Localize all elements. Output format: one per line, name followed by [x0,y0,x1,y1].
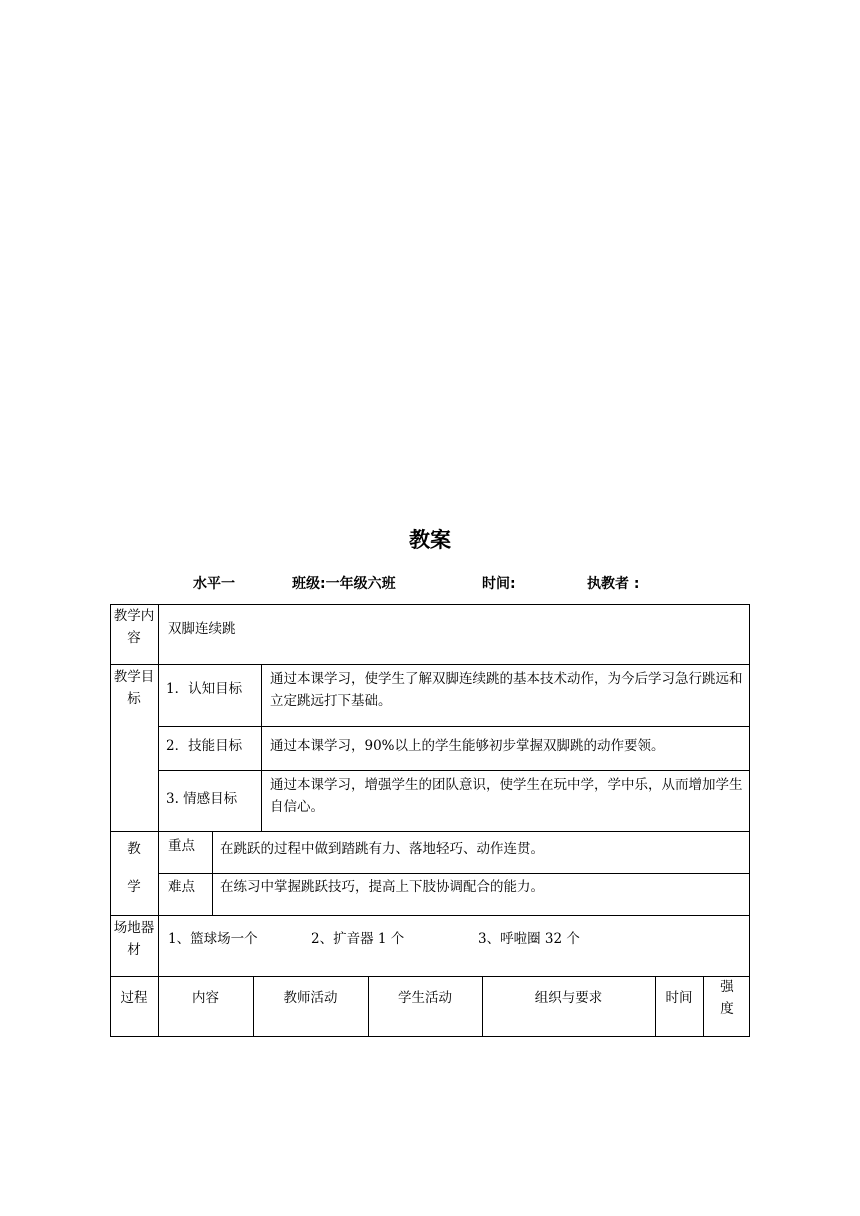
content-label: 教学内容 [113,608,155,646]
column-divider [261,664,262,831]
class-label: 班级:一年级六班 [292,576,396,592]
difficulty-text: 在练习中掌握跳跃技巧，提高上下肢协调配合的能力。 [220,879,544,895]
column-header-content: 内容 [192,990,219,1006]
row-divider [110,664,750,665]
row-divider [158,770,750,771]
content-value: 双脚连续跳 [168,621,236,637]
teacher-label: 执教者 : [587,576,640,592]
goal-text-skill: 通过本课学习，90%以上的学生能够初步掌握双脚跳的动作要领。 [270,738,665,754]
column-divider [703,976,704,1037]
row-divider [110,976,750,977]
column-header-time: 时间 [665,990,693,1006]
column-header-organization: 组织与要求 [534,990,603,1006]
goal-text-cognitive: 通过本课学习，使学生了解双脚连续跳的基本技术动作，为今后学习急行跳远和立定跳远打下基础。 [270,671,743,709]
goals-label: 教学目标 [113,669,155,707]
equipment-label: 场地器材 [113,920,155,958]
time-label: 时间: [482,576,516,592]
key-point-label: 重点 [168,838,195,854]
row-divider [110,915,750,916]
row-divider [158,873,750,874]
row-divider [158,726,750,727]
equipment-item-court: 1、篮球场一个 [168,931,258,947]
goal-name-skill: 2．技能目标 [166,738,243,754]
equipment-item-hoops: 3、呼啦圈 32 个 [478,931,580,947]
level-label: 水平一 [193,576,235,592]
goal-name-emotion: 3. 情感目标 [166,791,238,807]
equipment-item-speaker: 2、扩音器 1 个 [311,931,405,947]
focus-label-bottom: 学 [127,879,141,895]
goal-text-emotion: 通过本课学习，增强学生的团队意识，使学生在玩中学，学中乐，从而增加学生自信心。 [270,777,743,815]
column-header-teacher-activity: 教师活动 [283,990,338,1006]
column-header-process: 过程 [120,990,148,1006]
column-header-intensity: 强度 [720,979,734,1017]
goal-name-cognitive: 1．认知目标 [166,681,243,697]
column-divider [158,604,159,976]
focus-label-top: 教 [127,841,141,857]
column-header-student-activity: 学生活动 [398,990,452,1006]
difficulty-label: 难点 [168,879,195,895]
row-divider [110,831,750,832]
key-point-text: 在跳跃的过程中做到踏跳有力、落地轻巧、动作连贯。 [220,841,544,857]
document-title: 教案 [409,528,451,552]
column-divider [212,831,213,915]
